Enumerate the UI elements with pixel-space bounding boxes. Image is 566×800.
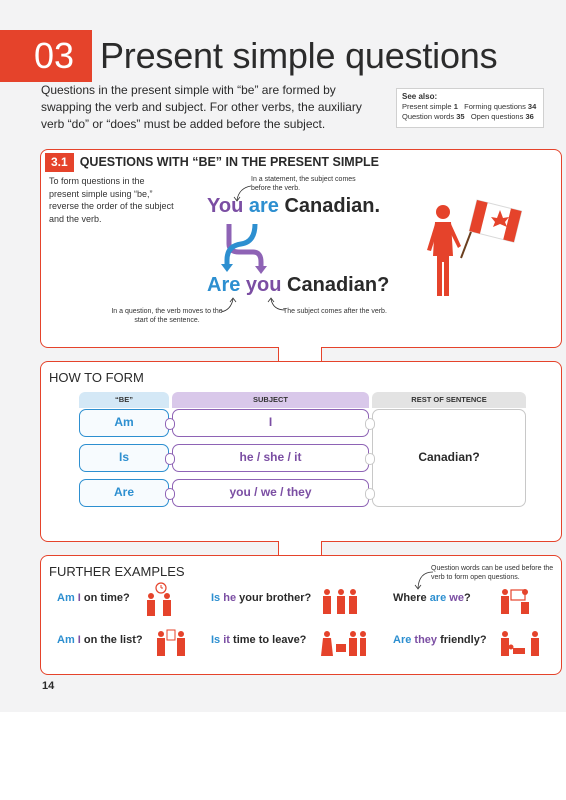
- section-panel-be-questions: [40, 149, 562, 348]
- annotation-statement: In a statement, the subject comes before the verb.: [251, 176, 356, 192]
- see-also-box: [396, 88, 544, 128]
- people-leaving-icon: [319, 624, 367, 658]
- see-also-link[interactable]: Forming questions: [464, 102, 528, 111]
- page-number: 14: [42, 680, 55, 692]
- statement-sentence: [207, 195, 380, 218]
- chapter-number: 03: [0, 30, 92, 82]
- example-am-i-on-time: Am I on time?: [57, 592, 130, 604]
- example-where-are-we: Where are we?: [393, 592, 471, 604]
- see-also-page: 34: [527, 102, 537, 111]
- puzzle-knob: [165, 488, 175, 500]
- section-header: [45, 153, 379, 172]
- see-also-line-1: [402, 102, 538, 112]
- section-number: 3.1: [45, 153, 74, 172]
- example-am-i-on-the-list: Am I on the list?: [57, 634, 143, 646]
- see-also-page: 36: [525, 112, 534, 121]
- statement-rest: Canadian.: [284, 195, 381, 217]
- question-words-note: Question words can be used before the verb to form open questions.: [431, 565, 554, 581]
- puzzle-knob: [365, 418, 375, 430]
- column-header-be: “BE”: [79, 392, 169, 408]
- brothers-icon: [319, 582, 359, 616]
- puzzle-knob: [165, 453, 175, 465]
- example-is-he-your-brother: Is he your brother?: [211, 592, 312, 604]
- be-cell-am: Am: [79, 409, 169, 437]
- swap-arrows-icon: [217, 222, 273, 276]
- see-also-page: 1: [453, 102, 458, 111]
- page-title: Present simple questions: [100, 35, 498, 76]
- puzzle-knob: [365, 488, 375, 500]
- see-also-page: 35: [456, 112, 465, 121]
- annotation-subject-after: The subject comes after the verb.: [283, 308, 387, 315]
- be-cell-is: Is: [79, 444, 169, 472]
- section-explanation: To form questions in the present simple using “be,” reverse the order of the subject and the verb.: [49, 176, 174, 224]
- example-are-they-friendly: Are they friendly?: [393, 634, 487, 646]
- be-cell-are: Are: [79, 479, 169, 507]
- question-verb: Are: [207, 274, 241, 296]
- question-sentence: [207, 274, 389, 297]
- column-header-subject: SUBJECT: [172, 392, 369, 408]
- further-examples-panel: [40, 555, 562, 675]
- column-header-rest: REST OF SENTENCE: [372, 392, 526, 408]
- subject-cell-i: I: [172, 409, 369, 437]
- example-is-it-time-to-leave: Is it time to leave?: [211, 634, 307, 646]
- person-late-clock-icon: [141, 582, 177, 616]
- annotation-verb-moves: In a question, the verb moves to the start of the sentence.: [111, 308, 223, 324]
- intro-paragraph: Questions in the present simple with “be” are formed by swapping the verb and subject. For other verbs, the auxiliary verb “do” or “does” must be added before the subject.: [41, 83, 362, 131]
- rest-of-sentence-cell: Canadian?: [372, 409, 526, 507]
- statement-verb: are: [248, 195, 279, 217]
- see-also-line-2: [402, 112, 538, 122]
- how-to-form-panel: [40, 361, 562, 542]
- see-also-link[interactable]: Question words: [402, 112, 457, 121]
- statement-subject: You: [207, 195, 244, 217]
- further-examples-title: FURTHER EXAMPLES: [49, 564, 185, 579]
- panel-connector: [278, 347, 322, 361]
- subject-cell-you-we-they: you / we / they: [172, 479, 369, 507]
- person-with-canada-flag-icon: [421, 196, 531, 306]
- chapter-header: [0, 24, 566, 78]
- see-also-link[interactable]: Open questions: [470, 112, 526, 121]
- person-with-map-icon: [497, 582, 533, 616]
- puzzle-knob: [365, 453, 375, 465]
- people-with-dog-icon: [497, 624, 545, 658]
- section-title: QUESTIONS WITH “BE” IN THE PRESENT SIMPLE: [79, 155, 380, 169]
- panel-connector: [278, 541, 322, 555]
- subject-cell-he-she-it: he / she / it: [172, 444, 369, 472]
- person-with-list-icon: [153, 624, 189, 658]
- annotation-arrow-icon: [413, 568, 435, 592]
- puzzle-knob: [165, 418, 175, 430]
- see-also-link[interactable]: Present simple: [402, 102, 454, 111]
- question-subject: you: [245, 274, 282, 296]
- see-also-title: See also:: [402, 92, 438, 101]
- question-rest: Canadian?: [287, 274, 390, 296]
- how-to-form-title: HOW TO FORM: [49, 370, 144, 385]
